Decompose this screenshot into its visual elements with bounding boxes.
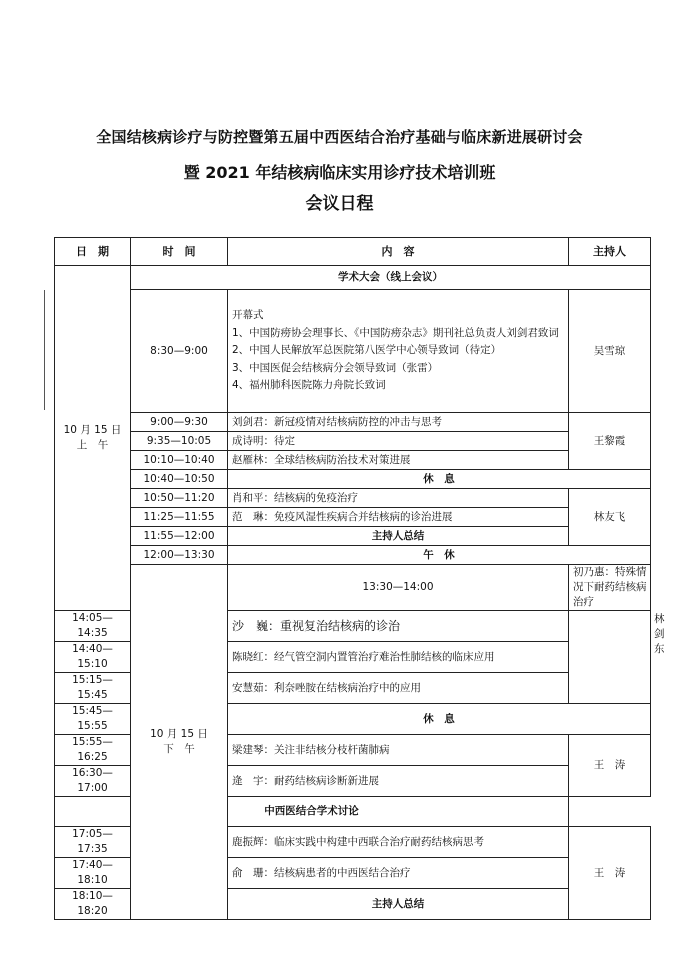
period-label: 上 午 — [76, 439, 109, 451]
time-cell: 15:55—16:25 — [55, 735, 131, 766]
conference-title: 全国结核病诊疗与防控暨第五届中西医结合治疗基础与临床新进展研讨会 — [96, 128, 583, 146]
table-row — [55, 470, 651, 489]
time-cell: 13:30—14:00 — [228, 565, 569, 611]
time-cell: 14:40—15:10 — [55, 642, 131, 673]
table-row — [55, 413, 651, 432]
header-host: 主持人 — [569, 238, 651, 266]
conference-subtitle: 暨 2021 年结核病临床实用诊疗技术培训班 — [183, 163, 496, 182]
table-row — [55, 266, 651, 290]
header-row — [55, 238, 651, 266]
time-cell: 10:40—10:50 — [131, 470, 228, 489]
opening-ceremony-cell — [228, 290, 569, 413]
date-label: 10 月 15 日 — [63, 424, 122, 436]
time-cell: 9:00—9:30 — [131, 413, 228, 432]
content-cell: 赵雁林：全球结核病防治技术对策进展 — [228, 451, 569, 470]
host-cell: 吴雪琼 — [569, 290, 651, 413]
opening-item: 3、中国医促会结核病分会领导致词（张雷） — [232, 361, 439, 374]
table-row — [55, 451, 651, 470]
host-cell: 王 涛 — [569, 827, 651, 920]
content-cell: 陈晓红：经气管空洞内置管治疗难治性肺结核的临床应用 — [228, 642, 569, 673]
opening-item: 2、中国人民解放军总医院第八医学中心领导致词（待定） — [232, 344, 502, 357]
time-cell: 14:05—14:35 — [55, 611, 131, 642]
lunch-cell: 午 休 — [228, 546, 651, 565]
host-cell: 林友飞 — [569, 489, 651, 546]
header-date: 日 期 — [55, 238, 131, 266]
content-cell: 逄 宇：耐药结核病诊断新进展 — [228, 766, 569, 797]
opening-item: 开幕式 — [232, 309, 264, 322]
content-cell: 刘剑君：新冠疫情对结核病防控的冲击与思考 — [228, 413, 569, 432]
date-label: 10 月 15 日 — [150, 728, 208, 740]
content-cell: 鹿振辉：临床实践中构建中西联合治疗耐药结核病思考 — [228, 827, 569, 858]
table-row — [55, 527, 651, 546]
opening-item: 4、福州肺科医院陈力舟院长致词 — [232, 379, 386, 392]
break-cell: 休 息 — [228, 470, 651, 489]
summary-cell: 主持人总结 — [228, 527, 569, 546]
opening-item: 1、中国防痨协会理事长、《中国防痨杂志》期刊社总负责人刘剑君致词 — [232, 326, 559, 339]
header-time: 时 间 — [131, 238, 228, 266]
table-row — [55, 797, 651, 827]
content-cell: 俞 珊：结核病患者的中西医结合治疗 — [228, 858, 569, 889]
time-cell: 10:10—10:40 — [131, 451, 228, 470]
content-cell: 初乃惠：特殊情况下耐药结核病治疗 — [569, 565, 651, 611]
margin-line — [44, 290, 45, 410]
time-cell: 11:55—12:00 — [131, 527, 228, 546]
content-cell: 梁建琴：关注非结核分枝杆菌肺病 — [228, 735, 569, 766]
content-cell: 范 琳：免疫风湿性疾病合并结核病的诊治进展 — [228, 508, 569, 527]
schedule-table — [54, 237, 665, 920]
table-row — [55, 508, 651, 527]
time-cell: 15:15—15:45 — [55, 673, 131, 704]
break-cell: 休 息 — [228, 704, 651, 735]
period-label: 下 午 — [163, 743, 195, 755]
section-title: 中西医结合学术讨论 — [55, 797, 569, 827]
header-content: 内 容 — [228, 238, 569, 266]
date-cell-morning — [55, 266, 131, 611]
time-cell: 18:10—18:20 — [55, 889, 131, 920]
time-cell: 17:05—17:35 — [55, 827, 131, 858]
time-cell: 15:45—15:55 — [55, 704, 131, 735]
time-cell: 9:35—10:05 — [131, 432, 228, 451]
schedule-heading: 会议日程 — [305, 194, 374, 214]
time-cell: 16:30—17:00 — [55, 766, 131, 797]
date-cell-afternoon — [131, 565, 228, 920]
section-title: 学术大会（线上会议） — [131, 266, 651, 290]
time-cell: 10:50—11:20 — [131, 489, 228, 508]
content-cell: 肖和平：结核病的免疫治疗 — [228, 489, 569, 508]
table-row — [55, 290, 651, 413]
time-cell: 17:40—18:10 — [55, 858, 131, 889]
content-cell: 安慧茹：利奈唑胺在结核病治疗中的应用 — [228, 673, 569, 704]
time-cell: 12:00—13:30 — [131, 546, 228, 565]
table-row — [55, 546, 651, 565]
content-cell: 沙 巍：重视复治结核病的诊治 — [228, 611, 569, 642]
time-cell: 11:25—11:55 — [131, 508, 228, 527]
table-row — [55, 489, 651, 508]
time-cell: 8:30—9:00 — [131, 290, 228, 413]
content-cell: 成诗明：待定 — [228, 432, 569, 451]
host-cell: 王 涛 — [569, 735, 651, 797]
table-row: 10 月 15 日 下 午 13:30—14:00 初乃惠：特殊情况下耐药结核病治疗 林剑东 — [55, 565, 651, 611]
host-cell: 王黎霞 — [569, 413, 651, 470]
table-row — [55, 432, 651, 451]
summary-cell: 主持人总结 — [228, 889, 569, 920]
